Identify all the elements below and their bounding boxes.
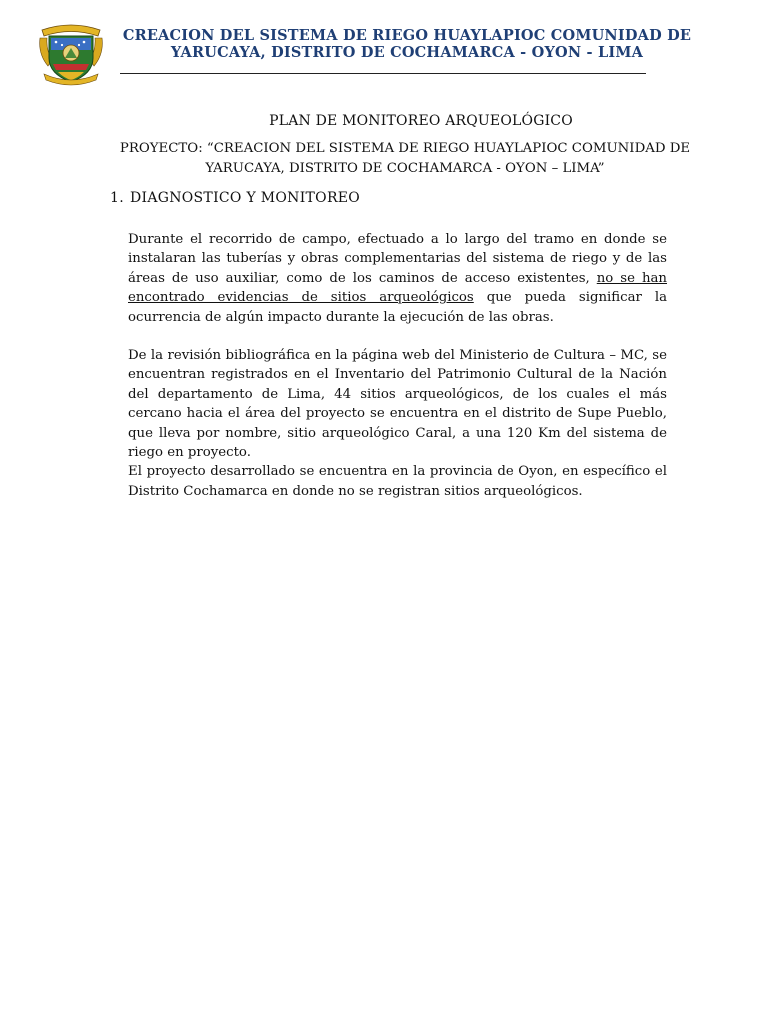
section-title: DIAGNOSTICO Y MONITOREO (129, 190, 361, 206)
project-title-line-2: YARUCAYA, DISTRITO DE COCHAMARCA - OYON – LIMA” (205, 161, 605, 176)
paragraph-1-text: Durante el recorrido de campo, efectuado a lo largo del tramo en donde se instalaran las tuberías y obras complementarias del sistema de riego y de las áreas de uso auxiliar, como de los caminos de acceso existentes, (128, 232, 667, 286)
document-title: PLAN DE MONITOREO ARQUEOLÓGICO (269, 113, 573, 129)
header-divider (120, 73, 646, 74)
paragraph-spacer (128, 327, 667, 346)
municipal-crest-icon (38, 20, 104, 86)
header-title (120, 27, 694, 61)
underlined-finding: no se han encontrado evidencias de sitios arqueológicos (128, 270, 667, 306)
header-title-line-1: CREACION DEL SISTEMA DE RIEGO HUAYLAPIOC COMUNIDAD DE (122, 27, 692, 44)
paragraph-1-ending: que pueda significar la ocurrencia de algún impacto durante la ejecución de las obras. (128, 290, 667, 325)
section-heading (110, 190, 360, 206)
paragraph-bibliographic-review: De la revisión bibliográfica en la página web del Ministerio de Cultura – MC, se encuentran registrados en el Inventario del Patrimonio Cultural de la Nación del departamento de Lima, 44 sitios arqueológicos, de los cuales el más cercano hacia el área del proyecto se encuentra en el distrito de Supe Pueblo, que lleva por nombre, sitio arqueológico Caral, a una 120 Km del sistema de riego en proyecto. (128, 348, 667, 461)
project-title-line-1: PROYECTO: “CREACION DEL SISTEMA DE RIEGO HUAYLAPIOC COMUNIDAD DE (119, 141, 691, 156)
section-number: 1. (110, 190, 124, 206)
paragraph-field-survey (128, 230, 667, 327)
project-title (110, 139, 700, 179)
header-title-line-2: YARUCAYA, DISTRITO DE COCHAMARCA - OYON - LIMA (170, 44, 644, 61)
document-body (128, 230, 667, 501)
paragraph-project-location: El proyecto desarrollado se encuentra en la provincia de Oyon, en específico el Distrito Cochamarca en donde no se registran sitios arqueológicos. (128, 464, 667, 499)
